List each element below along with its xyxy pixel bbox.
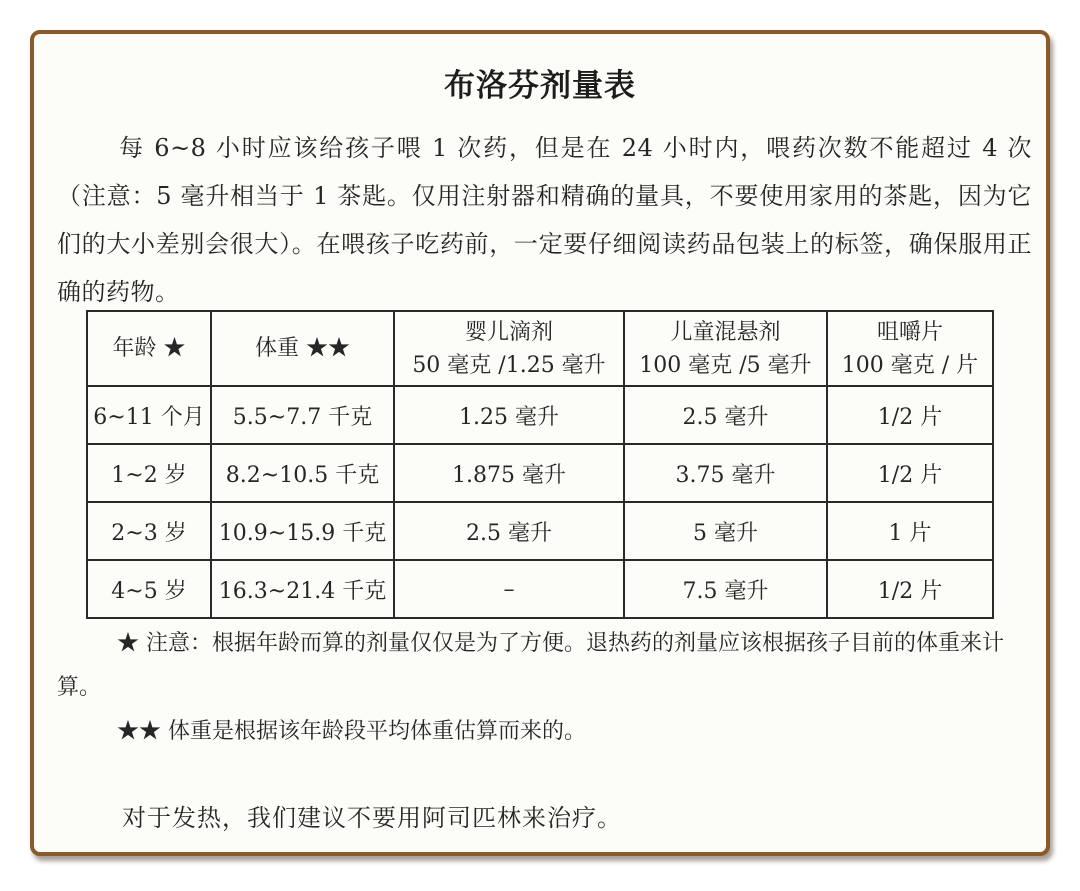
header-concentration: 50 毫克 /1.25 毫升 xyxy=(412,352,606,378)
dosage-table xyxy=(86,310,994,619)
header-children-suspension xyxy=(624,311,827,386)
cell-age: 4~5 岁 xyxy=(87,560,211,618)
cell-weight: 16.3~21.4 千克 xyxy=(211,560,394,618)
header-label: 儿童混悬剂 xyxy=(670,319,781,345)
table-row xyxy=(87,560,993,618)
header-chewable-tablet xyxy=(827,311,993,386)
cell-infant-drops: 2.5 毫升 xyxy=(394,502,624,560)
cell-weight: 8.2~10.5 千克 xyxy=(211,444,394,502)
age-footnote: ★ 注意：根据年龄而算的剂量仅仅是为了方便。退热药的剂量应该根据孩子目前的体重来计算。 xyxy=(57,631,1004,700)
cell-children-suspension: 7.5 毫升 xyxy=(624,560,827,618)
table-header-row xyxy=(87,311,993,386)
table-row xyxy=(87,502,993,560)
aspirin-advice: 对于发热，我们建议不要用阿司匹林来治疗。 xyxy=(122,804,622,832)
cell-children-suspension: 2.5 毫升 xyxy=(624,386,827,444)
weight-footnote: ★★ 体重是根据该年龄段平均体重估算而来的。 xyxy=(117,719,586,744)
header-label: 年龄 ★ xyxy=(112,336,186,361)
cell-age: 6~11 个月 xyxy=(87,386,211,444)
cell-children-suspension: 5 毫升 xyxy=(624,502,827,560)
header-label: 体重 ★★ xyxy=(255,336,350,361)
table-row xyxy=(87,386,993,444)
cell-chewable-tablet: 1/2 片 xyxy=(827,386,993,444)
table-row xyxy=(87,444,993,502)
header-concentration: 100 毫克 / 片 xyxy=(841,352,979,378)
cell-age: 1~2 岁 xyxy=(87,444,211,502)
cell-infant-drops: 1.875 毫升 xyxy=(394,444,624,502)
cell-age: 2~3 岁 xyxy=(87,502,211,560)
cell-infant-drops: – xyxy=(394,560,624,618)
cell-chewable-tablet: 1/2 片 xyxy=(827,560,993,618)
cell-weight: 10.9~15.9 千克 xyxy=(211,502,394,560)
intro-paragraph: 每 6~8 小时应该给孩子喂 1 次药，但是在 24 小时内，喂药次数不能超过 4 次（注意：5 毫升相当于 1 茶匙。仅用注射器和精确的量具，不要使用家用的茶匙，因为它们的大小差别会很大）。在喂孩子吃药前，一定要仔细阅读药品包装上的标签，确保服用正确的药物。 xyxy=(57,134,1032,306)
header-weight xyxy=(211,311,394,386)
header-label: 咀嚼片 xyxy=(876,319,943,345)
header-age xyxy=(87,311,211,386)
header-infant-drops xyxy=(394,311,624,386)
page-title: 布洛芬剂量表 xyxy=(444,68,636,104)
cell-chewable-tablet: 1 片 xyxy=(827,502,993,560)
cell-infant-drops: 1.25 毫升 xyxy=(394,386,624,444)
cell-weight: 5.5~7.7 千克 xyxy=(211,386,394,444)
cell-chewable-tablet: 1/2 片 xyxy=(827,444,993,502)
header-label: 婴儿滴剂 xyxy=(464,319,553,345)
cell-children-suspension: 3.75 毫升 xyxy=(624,444,827,502)
header-concentration: 100 毫克 /5 毫升 xyxy=(639,352,812,378)
